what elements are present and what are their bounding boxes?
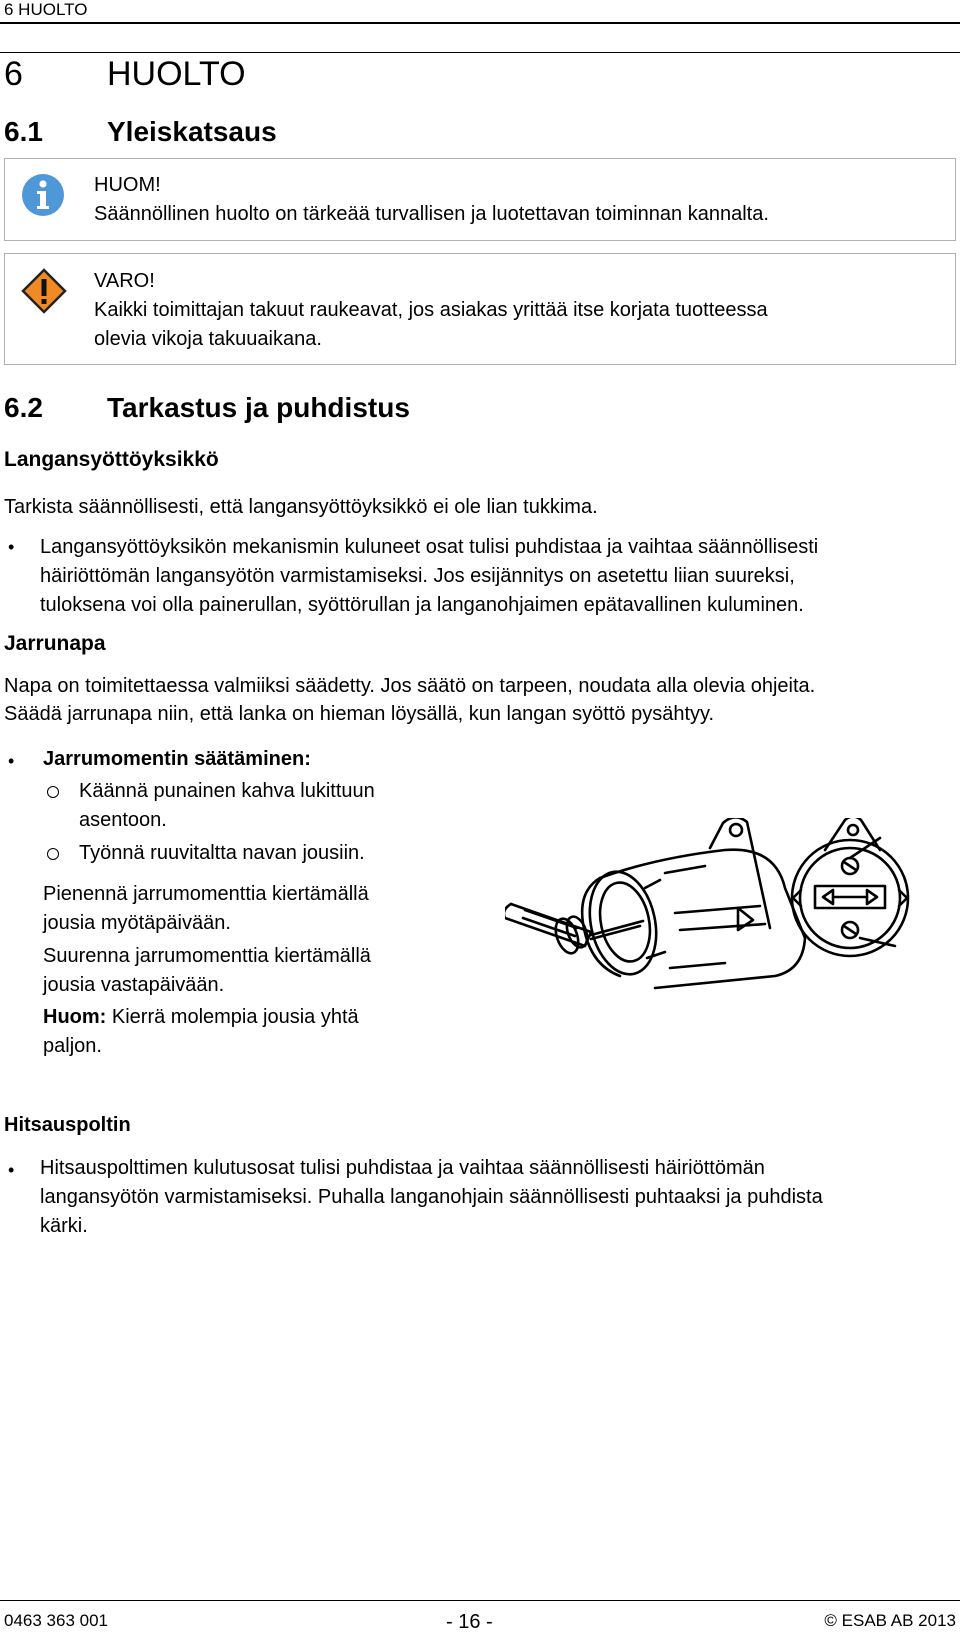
note-line-2: paljon. [43, 1035, 102, 1057]
note-inline-label: Huom: [43, 1006, 107, 1028]
chapter-rule [0, 52, 960, 53]
increase-line-2: jousia vastapäivään. [43, 974, 225, 996]
wire-feeder-heading: Langansyöttöyksikkö [4, 448, 219, 471]
circle-bullet-icon [47, 786, 59, 798]
section-6-2-number: 6.2 [4, 392, 43, 423]
chapter-number: 6 [4, 55, 23, 93]
brake-hub-illustration [505, 818, 960, 1023]
decrease-line-2: jousia myötäpäivään. [43, 912, 231, 934]
note-box [4, 158, 956, 241]
copyright: © ESAB AB 2013 [824, 1611, 956, 1630]
section-6-1-title: Yleiskatsaus [107, 116, 277, 147]
torque-heading: Jarrumomentin säätäminen: [43, 748, 311, 770]
circle-bullet-icon [47, 848, 59, 860]
section-6-2-title: Tarkastus ja puhdistus [107, 392, 410, 423]
wire-feeder-bullet-line-2: häiriöttömän langansyötön varmistamiseksi. Jos esijännitys on asetettu liian suureksi, [40, 565, 795, 587]
footer-rule [0, 1600, 960, 1601]
torch-text-line-3: kärki. [40, 1215, 88, 1237]
page-number: - 16 - [446, 1611, 493, 1633]
note-text: Säännöllinen huolto on tärkeää turvallisen ja luotettavan toiminnan kannalta. [94, 203, 769, 225]
warning-box [4, 253, 956, 365]
chapter-title: HUOLTO [107, 55, 246, 93]
brake-hub-heading: Jarrunapa [4, 632, 106, 655]
wire-feeder-bullet-line-1: Langansyöttöyksikön mekanismin kuluneet osat tulisi puhdistaa ja vaihtaa säännöllisesti [40, 536, 819, 558]
info-icon [21, 173, 65, 217]
brake-hub-text-line-2: Säädä jarrunapa niin, että lanka on hieman löysällä, kun langan syöttö pysähtyy. [4, 703, 715, 725]
section-6-1-number: 6.1 [4, 116, 43, 147]
bullet-icon: • [8, 537, 15, 557]
step-1-line-1: Käännä punainen kahva lukittuun [79, 780, 375, 802]
wire-feeder-bullet-line-3: tuloksena voi olla painerullan, syöttörullan ja langanohjaimen epätavallinen kuluminen. [40, 594, 804, 616]
warning-label: VARO! [94, 270, 155, 292]
torch-text-line-2: langansyötön varmistamiseksi. Puhalla langanohjain säännöllisesti puhtaaksi ja puhdista [40, 1186, 823, 1208]
warning-text-line-1: Kaikki toimittajan takuut raukeavat, jos asiakas yrittää itse korjata tuotteessa [94, 299, 768, 321]
decrease-line-1: Pienennä jarrumomenttia kiertämällä [43, 883, 369, 905]
bullet-icon: • [8, 751, 15, 771]
note-inline-text: Kierrä molempia jousia yhtä [106, 1006, 359, 1028]
header-rule [0, 22, 960, 24]
doc-number: 0463 363 001 [4, 1611, 108, 1630]
warning-text-line-2: olevia vikoja takuuaikana. [94, 328, 322, 350]
note-label: HUOM! [94, 174, 161, 196]
increase-line-1: Suurenna jarrumomenttia kiertämällä [43, 945, 371, 967]
torch-text-line-1: Hitsauspolttimen kulutusosat tulisi puhdistaa ja vaihtaa säännöllisesti häiriöttömän [40, 1157, 765, 1179]
bullet-icon: • [8, 1160, 15, 1180]
step-2: Työnnä ruuvitaltta navan jousiin. [79, 842, 365, 864]
running-header: 6 HUOLTO [4, 0, 88, 19]
note-line-1 [43, 1003, 359, 1032]
wire-feeder-intro: Tarkista säännöllisesti, että langansyöttöyksikkö ei ole lian tukkima. [4, 496, 598, 518]
torch-heading: Hitsauspoltin [4, 1114, 131, 1136]
brake-hub-text-line-1: Napa on toimitettaessa valmiiksi säädetty. Jos säätö on tarpeen, noudata alla olevia ohjeita. [4, 675, 816, 697]
warning-icon [21, 268, 67, 314]
step-1-line-2: asentoon. [79, 809, 167, 831]
